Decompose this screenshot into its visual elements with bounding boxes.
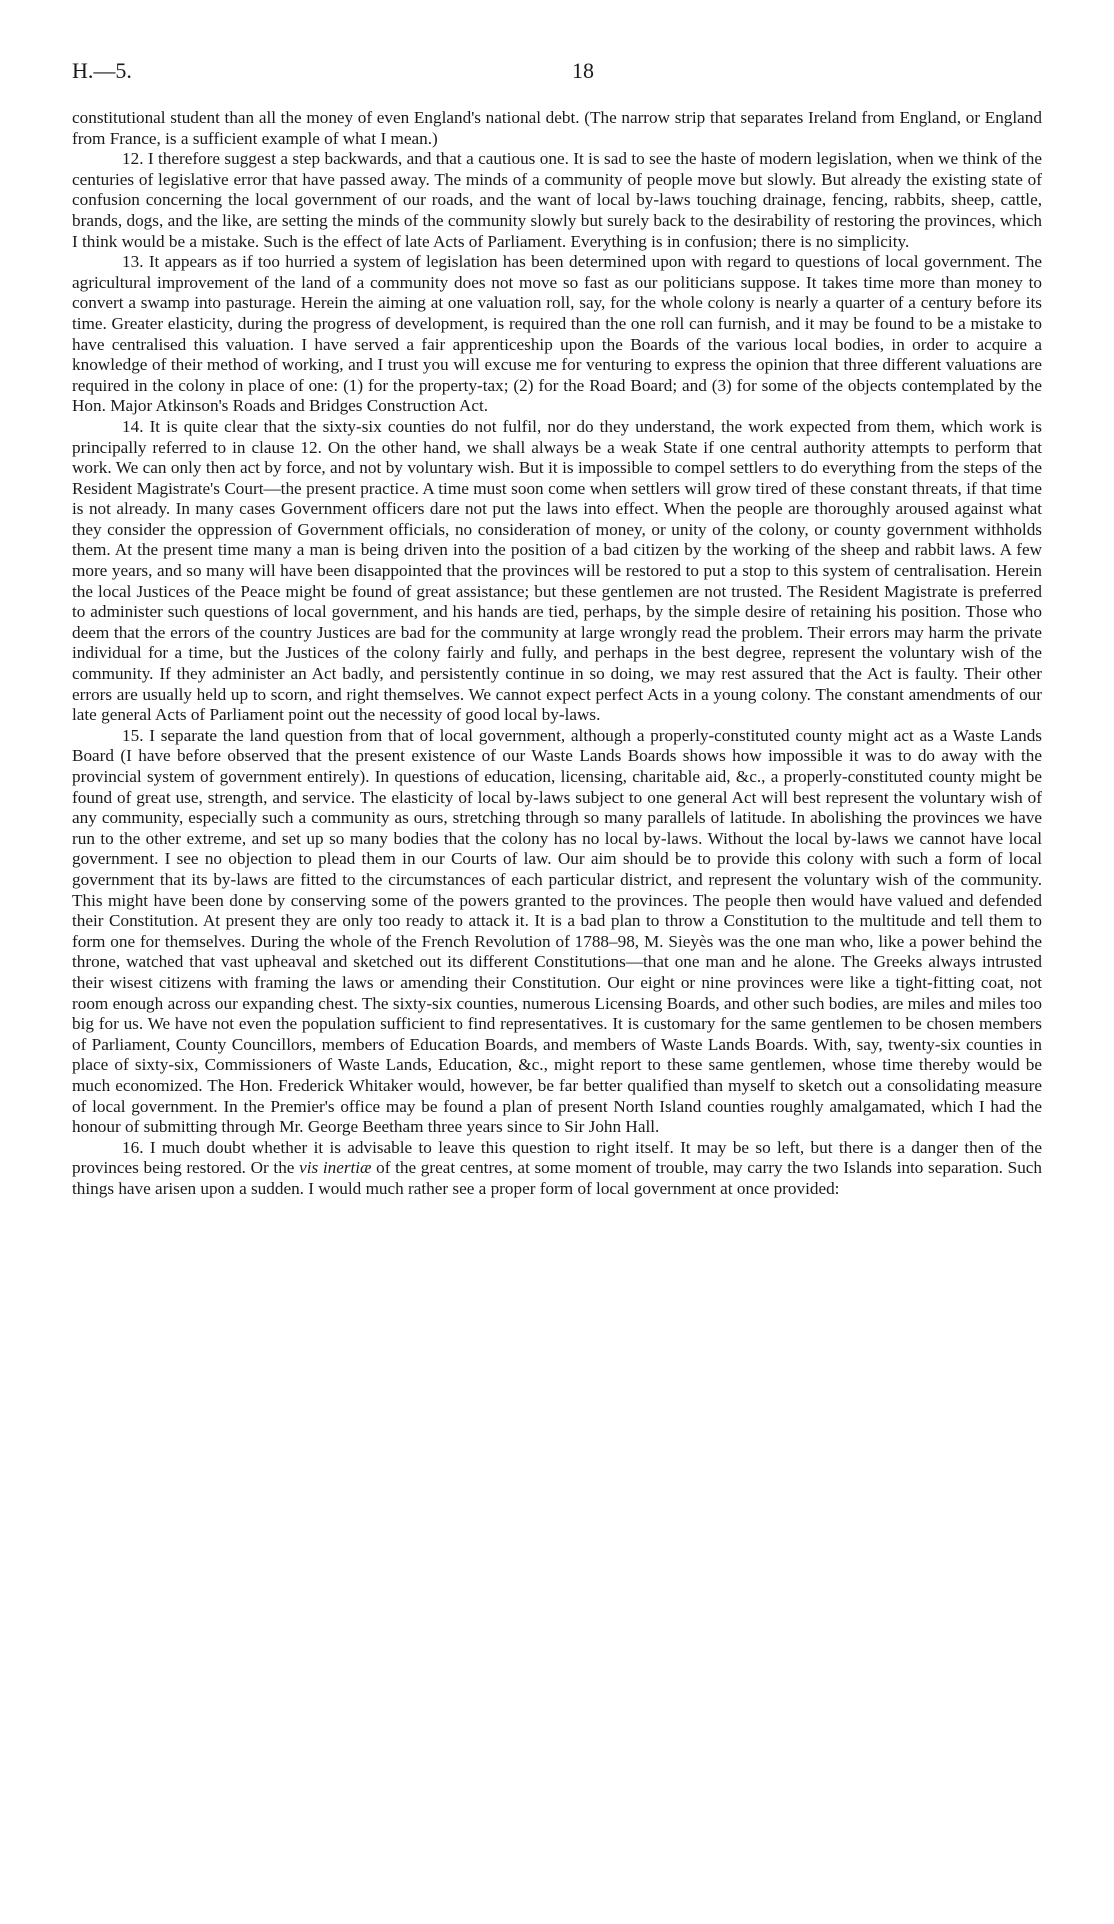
paragraph-16 (72, 1138, 1042, 1200)
document-reference: H.—5. (72, 58, 132, 83)
paragraph-continuation: constitutional student than all the money of even England's national debt. (The narrow strip that separates Ireland from England, or England from France, is a sufficient example of what I mean.) (72, 108, 1042, 148)
paragraph-16-italic-phrase: vis inertiæ (299, 1158, 372, 1178)
paragraph-13: 13. It appears as if too hurried a system of legislation has been determined upon with regard to questions of local government. The agricultural improvement of the land of a community does not move so fast as our politicians suppose. It takes time more than money to convert a swamp into pasturage. Herein the aiming at one valuation roll, say, for the whole colony is nearly a quarter of a century before its time. Greater elasticity, during the progress of development, is required than the one roll can furnish, and it may be found to be a mistake to have centralised this valuation. I have served a fair apprenticeship upon the Boards of the various local bodies, in order to acquire a knowledge of their method of working, and I trust you will excuse me for venturing to express the opinion that three different valuations are required in the colony in place of one: (1) for the property-tax; (2) for the Road Board; and (3) for some of the objects contemplated by the Hon. Major Atkinson's Roads and Bridges Construction Act. (72, 252, 1042, 416)
page-header (72, 58, 1042, 88)
paragraph-16-text-before: 16. I much doubt whether it is advisable to leave this question to right itself. It may be so left, but there is a danger then of the provinces being restored. Or the (72, 1137, 1042, 1178)
page-number: 18 (572, 58, 594, 83)
body-text (72, 108, 1042, 1199)
paragraph-14: 14. It is quite clear that the sixty-six counties do not fulfil, nor do they understand, the work expected from them, which work is principally referred to in clause 12. On the other hand, we shall always be a weak State if one central authority attempts to perform that work. We can only then act by force, and not by voluntary wish. But it is impossible to compel settlers to do everything from the steps of the Resident Magistrate's Court—the present practice. A time must soon come when settlers will grow tired of these constant threats, if that time is not already. In many cases Government officers dare not put the laws into effect. When the people are thoroughly aroused against what they consider the oppression of Government officials, no consideration of money, or unity of the colony, or county government withholds them. At the present time many a man is being driven into the position of a bad citizen by the working of the sheep and rabbit laws. A few more years, and so many will have been disappointed that the provinces will be restored to put a stop to this system of centralisation. Herein the local Justices of the Peace might be found of great assistance; but these gentlemen are not trusted. The Resident Magistrate is preferred to administer such questions of local government, and his hands are tied, perhaps, by the simple desire of retaining his position. Those who deem that the errors of the country Justices are bad for the community at large wrongly read the problem. Their errors may harm the private individual for a time, but the Justices of the colony fairly and fully, and perhaps in the best degree, represent the voluntary wish of the community. If they administer an Act badly, and persistently continue in so doing, we may rest assured that the Act is faulty. Their other errors are usually held up to scorn, and right themselves. We cannot expect perfect Acts in a young colony. The constant amendments of our late general Acts of Parliament point out the necessity of good local by-laws. (72, 416, 1042, 725)
paragraph-12: 12. I therefore suggest a step backwards, and that a cautious one. It is sad to see the haste of modern legislation, when we think of the centuries of legislative error that have passed away. The minds of a community of people move but slowly. But already the existing state of confusion concerning the local government of our roads, and the want of local by-laws touching drainage, fencing, rabbits, sheep, cattle, brands, dogs, and the like, are setting the minds of the community slowly but surely back to the desirability of restoring the provinces, which I think would be a mistake. Such is the effect of late Acts of Parliament. Everything is in confusion; there is no simplicity. (72, 149, 1042, 251)
paragraph-16-text-after: of the great centres, at some moment of trouble, may carry the two Islands into separation. Such things have arisen upon a sudden. I would much rather see a proper form of local government at once provided: (72, 1158, 1043, 1198)
paragraph-15: 15. I separate the land question from that of local government, although a properly-constituted county might act as a Waste Lands Board (I have before observed that the present existence of our Waste Lands Boards shows how impossible it was to do away with the provincial system of government entirely). In questions of education, licensing, charitable aid, &c., a properly-constituted county might be found of great use, strength, and service. The elasticity of local by-laws subject to one general Act will best represent the voluntary wish of any community, especially such a community as ours, stretching through so many parallels of latitude. In abolishing the provinces we have run to the other extreme, and set up so many bodies that the colony has no local by-laws. Without the local by-laws we cannot have local government. I see no objection to plead them in our Courts of law. Our aim should be to provide this colony with such a form of local government that its by-laws are fitted to the circumstances of each particular district, and represent the voluntary wish of the community. This might have been done by conserving some of the powers granted to the provinces. The people then would have valued and defended their Constitution. At present they are only too ready to attack it. It is a bad plan to throw a Constitution to the multitude and tell them to form one for themselves. During the whole of the French Revolution of 1788–98, M. Sieyès was the one man who, like a power behind the throne, watched that vast upheaval and sketched out its different Constitutions—that one man and he alone. The Greeks always intrusted their wisest citizens with framing the laws or amending their Constitution. Our eight or nine provinces were like a tight-fitting coat, not room enough across our expanding chest. The sixty-six counties, numerous Licensing Boards, and other such bodies, are miles and miles too big for us. We have not even the population sufficient to find representatives. It is customary for the same gentlemen to be chosen members of Parliament, County Councillors, members of Education Boards, and members of Waste Lands Boards. With, say, twenty-six counties in place of sixty-six, Commissioners of Waste Lands, Education, &c., might report to these same gentlemen, whose time thereby would be much economized. The Hon. Frederick Whitaker would, however, be far better qualified than myself to sketch out a consolidating measure of local government. In the Premier's office may be found a plan of present North Island counties roughly amalgamated, which I had the honour of submitting through Mr. George Beetham three years since to Sir John Hall. (72, 725, 1042, 1137)
